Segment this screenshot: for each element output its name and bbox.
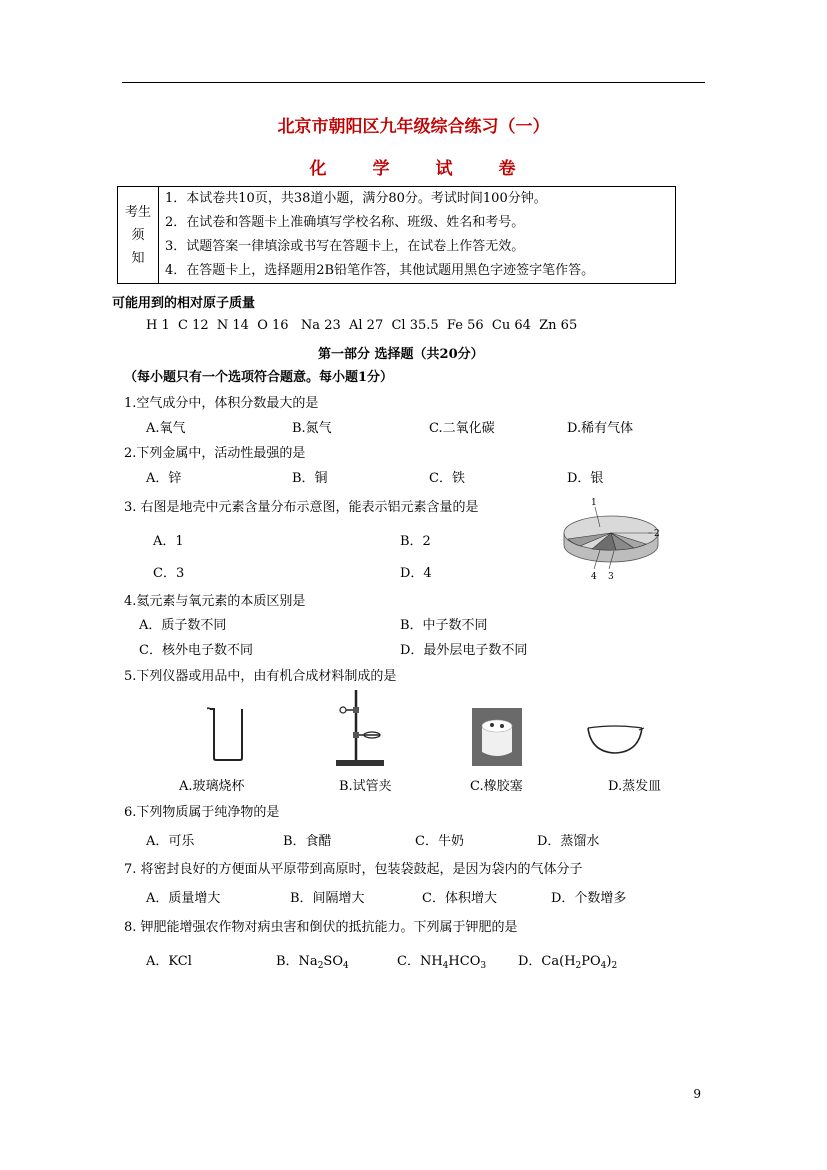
option: A．KCl (146, 954, 192, 969)
option-formula: B．$Na_2SO_4$ (276, 954, 349, 971)
earth-crust-pie-figure (556, 495, 668, 585)
pie-label-3: 3 (608, 572, 614, 582)
top-rule (122, 82, 705, 83)
option: B．食醋 (283, 834, 332, 849)
exam-title: 北京市朝阳区九年级综合练习（一） (277, 117, 550, 137)
option: A．可乐 (146, 834, 195, 849)
question-stem: 6.下列物质属于纯净物的是 (124, 805, 280, 820)
notice-item: 2．在试卷和答题卡上准确填写学校名称、班级、姓名和考号。 (165, 215, 525, 230)
pie-label-1: 1 (591, 498, 597, 508)
option: C．体积增大 (422, 891, 497, 906)
option: C.二氧化碳 (429, 421, 495, 436)
subject-char: 试 (435, 159, 455, 179)
option: A．质子数不同 (139, 618, 227, 633)
notice-items (159, 187, 676, 284)
question-stem: 4.氦元素与氧元素的本质区别是 (124, 594, 306, 609)
test-tube-clamp-figure (334, 688, 386, 768)
question-stem: 5.下列仪器或用品中，由有机合成材料制成的是 (124, 669, 397, 684)
notice-item: 4．在答题卡上，选择题用2B铅笔作答，其他试题用黑色字迹签字笔作答。 (165, 263, 595, 278)
subject-char: 化 (309, 159, 329, 179)
option: A.玻璃烧杯 (179, 779, 245, 794)
option-formula: C．$NH_4HCO_3$ (397, 954, 487, 971)
option: D．4 (400, 566, 432, 581)
notice-item: 1．本试卷共10页，共38道小题，满分80分。考试时间100分钟。 (165, 191, 547, 206)
option: C.橡胶塞 (470, 779, 523, 794)
rubber-stopper-figure (472, 708, 522, 766)
option: D.稀有气体 (567, 421, 634, 436)
notice-table (117, 186, 676, 284)
notice-item: 3．试题答案一律填涂或书写在答题卡上，在试卷上作答无效。 (165, 239, 525, 254)
atomic-mass-values: H 1 C 12 N 14 O 16 Na 23 Al 27 Cl 35.5 Fe 56 Cu 64 Zn 65 (146, 318, 578, 333)
pie-label-2: 2 (654, 529, 660, 539)
option: B.试管夹 (339, 779, 392, 794)
option: B．铜 (292, 471, 328, 486)
option: B．2 (400, 534, 431, 549)
option: A．质量增大 (146, 891, 221, 906)
notice-label: 考生 须 知 (118, 187, 159, 284)
question-stem: 1.空气成分中，体积分数最大的是 (124, 396, 319, 411)
option: B．中子数不同 (400, 618, 488, 633)
option: D.蒸发皿 (608, 779, 662, 794)
subject-char: 卷 (498, 159, 518, 179)
option-formula: D．$Ca(H_2PO_4)_2$ (518, 954, 618, 971)
option: D．银 (567, 471, 604, 486)
option: A.氧气 (146, 421, 186, 436)
option: D．蒸馏水 (537, 834, 600, 849)
glass-beaker-figure (207, 706, 249, 762)
exam-subject (0, 154, 827, 179)
option: D．个数增多 (551, 891, 627, 906)
option: A．1 (153, 534, 184, 549)
evaporating-dish-figure (585, 722, 645, 756)
option: A．锌 (146, 471, 182, 486)
subject-char: 学 (372, 159, 392, 179)
pie-label-4: 4 (591, 572, 597, 582)
question-stem: 3. 右图是地壳中元素含量分布示意图，能表示铝元素含量的是 (124, 500, 479, 515)
option: C．核外电子数不同 (139, 643, 253, 658)
question-stem: 2.下列金属中，活动性最强的是 (124, 446, 306, 461)
page-number: 9 (693, 1087, 701, 1101)
question-stem: 8. 钾肥能增强农作物对病虫害和倒伏的抵抗能力。下列属于钾肥的是 (124, 920, 518, 935)
option: B．间隔增大 (290, 891, 365, 906)
option: C．铁 (429, 471, 465, 486)
section-instruction: （每小题只有一个选项符合题意。每小题1分） (124, 370, 394, 385)
option: C．3 (153, 566, 185, 581)
question-stem: 7. 将密封良好的方便面从平原带到高原时，包装袋鼓起，是因为袋内的气体分子 (124, 862, 583, 877)
option: B.氮气 (292, 421, 332, 436)
section-title: 第一部分 选择题（共20分） (318, 347, 484, 362)
option: D．最外层电子数不同 (400, 643, 528, 658)
atomic-mass-heading: 可能用到的相对原子质量 (112, 296, 256, 311)
option: C．牛奶 (415, 834, 464, 849)
